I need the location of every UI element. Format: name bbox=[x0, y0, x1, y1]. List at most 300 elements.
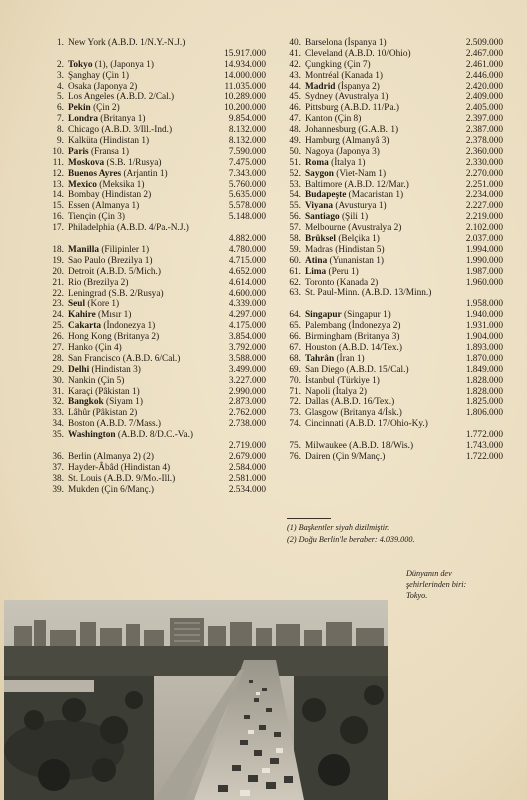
city-name: Cleveland bbox=[305, 48, 343, 59]
city-population: 8.132.000 bbox=[228, 136, 266, 147]
city-rank: 37. bbox=[52, 462, 64, 473]
city-population: 2.467.000 bbox=[465, 48, 503, 59]
city-name: Palembang bbox=[305, 321, 347, 332]
city-country: (Britanya 1) bbox=[100, 114, 146, 125]
city-name: Bombay bbox=[68, 190, 100, 201]
city-population: 10.200.000 bbox=[224, 103, 266, 114]
city-rank: 66. bbox=[289, 332, 301, 343]
city-population: 11.035.000 bbox=[224, 81, 266, 92]
city-country: (A.B.D. 7/Mass.) bbox=[96, 419, 161, 430]
city-row bbox=[44, 310, 266, 321]
city-row bbox=[281, 332, 503, 343]
city-rank: 1. bbox=[57, 38, 64, 48]
city-name: Cincinnati bbox=[305, 419, 344, 430]
city-row bbox=[281, 212, 503, 223]
city-name: Mexico bbox=[68, 179, 97, 190]
city-rank: 35. bbox=[52, 430, 64, 441]
city-row bbox=[44, 114, 266, 125]
city-population: 2.330.000 bbox=[465, 157, 503, 168]
city-name: Viyana bbox=[305, 201, 334, 212]
city-country: (İtalya 2) bbox=[332, 386, 367, 397]
city-rank: 73. bbox=[289, 408, 301, 419]
city-rank: 18. bbox=[52, 244, 64, 255]
city-row bbox=[281, 376, 503, 387]
city-row bbox=[281, 354, 503, 365]
city-name: Glasgow bbox=[305, 408, 339, 419]
city-name: Houston bbox=[305, 342, 337, 353]
city-row bbox=[281, 234, 503, 245]
city-name: Milwaukee bbox=[305, 440, 347, 451]
city-country: (Çin 8) bbox=[334, 114, 362, 125]
city-rank: 59. bbox=[289, 244, 301, 255]
city-rank: 25. bbox=[52, 321, 64, 332]
city-country: (Çin 5) bbox=[97, 375, 125, 386]
city-country: (A.B.D. 13/Minn.) bbox=[361, 288, 432, 299]
city-country: (İndonezya 1) bbox=[103, 321, 156, 332]
city-row bbox=[44, 147, 266, 158]
caption-line: Dünyanın dev bbox=[406, 569, 452, 578]
city-country: (Çin 1) bbox=[102, 70, 129, 81]
city-rank: 20. bbox=[52, 266, 64, 277]
city-population: 1.806.000 bbox=[465, 408, 503, 419]
city-name: Çungking bbox=[305, 59, 342, 70]
city-name: Dairen bbox=[305, 451, 331, 462]
city-name: Lâhûr bbox=[68, 408, 91, 419]
city-rank: 17. bbox=[52, 223, 64, 234]
city-row bbox=[281, 397, 503, 408]
city-country: (A.B.D. 14/Tex.) bbox=[338, 342, 402, 353]
city-rank: 62. bbox=[289, 277, 301, 288]
city-row bbox=[44, 60, 266, 71]
city-row bbox=[281, 256, 503, 267]
city-row bbox=[44, 408, 266, 419]
city-population: 2.990.000 bbox=[228, 386, 266, 397]
city-population: 2.581.000 bbox=[228, 473, 266, 484]
city-rank: 26. bbox=[52, 332, 64, 343]
city-rank: 56. bbox=[289, 212, 301, 223]
city-population: 4.175.000 bbox=[228, 321, 266, 332]
city-name: New York bbox=[68, 38, 106, 48]
city-country: (Brezilya 1) bbox=[107, 255, 153, 266]
city-name: Nankin bbox=[68, 375, 96, 386]
city-population: 2.509.000 bbox=[465, 38, 503, 48]
city-name: Melbourne bbox=[305, 223, 346, 234]
city-name: Tokyo bbox=[68, 59, 93, 70]
city-name: San Diego bbox=[305, 364, 344, 375]
city-row bbox=[281, 267, 503, 278]
city-country: (İspanya 1) bbox=[344, 38, 387, 48]
city-name: Essen bbox=[68, 201, 90, 212]
city-population: 2.234.000 bbox=[465, 190, 503, 201]
city-country: (A.B.D. 9/Mo.-Ill.) bbox=[103, 473, 176, 484]
city-row bbox=[281, 441, 503, 452]
city-country: (Çin 3) bbox=[98, 212, 126, 223]
city-population: 1.940.000 bbox=[465, 310, 503, 321]
city-population: 1.825.000 bbox=[465, 397, 503, 408]
city-country: (Avusturya 1) bbox=[335, 201, 387, 212]
city-name: Dallas bbox=[305, 397, 329, 408]
city-country: (Belçika 1) bbox=[338, 234, 380, 245]
city-country: (Japonya 2) bbox=[93, 81, 138, 92]
city-rank: 6. bbox=[57, 103, 64, 114]
city-name: Berlin bbox=[68, 451, 92, 462]
city-rank: 27. bbox=[52, 342, 64, 353]
city-row bbox=[44, 463, 266, 474]
city-country: (A.B.D. 16/Tex.) bbox=[331, 397, 395, 408]
city-name: Madrid bbox=[305, 81, 336, 92]
city-row bbox=[281, 82, 503, 93]
city-country: (Yunanistan 1) bbox=[329, 255, 385, 266]
city-population: 1.990.000 bbox=[465, 255, 503, 266]
city-rank: 7. bbox=[57, 114, 64, 125]
city-rank: 63. bbox=[289, 288, 301, 299]
city-name: Buenos Ayres bbox=[68, 168, 122, 179]
city-rank: 42. bbox=[289, 59, 301, 70]
city-name: Şanghay bbox=[68, 70, 101, 81]
city-rank: 11. bbox=[52, 157, 64, 168]
city-row bbox=[281, 169, 503, 180]
city-row bbox=[281, 136, 503, 147]
city-name: Lima bbox=[305, 266, 327, 277]
city-name: Bangkok bbox=[68, 397, 104, 408]
city-name: Kalküta bbox=[68, 136, 98, 147]
city-population: 2.738.000 bbox=[228, 419, 266, 430]
city-row bbox=[44, 299, 266, 310]
city-population: 3.792.000 bbox=[228, 342, 266, 353]
city-rank: 75. bbox=[289, 440, 301, 451]
city-name: Saygon bbox=[305, 168, 334, 179]
city-rank: 21. bbox=[52, 277, 64, 288]
city-name: Toronto bbox=[305, 277, 335, 288]
city-population: 4.780.000 bbox=[228, 244, 266, 255]
city-population: 2.037.000 bbox=[465, 234, 503, 245]
city-row bbox=[281, 288, 503, 310]
city-row bbox=[44, 190, 266, 201]
city-population: 3.227.000 bbox=[228, 375, 266, 386]
city-name: Barselona bbox=[305, 38, 343, 48]
city-name: Sao Paulo bbox=[68, 255, 106, 266]
city-row bbox=[281, 92, 503, 103]
city-rank: 24. bbox=[52, 310, 64, 321]
city-rank: 5. bbox=[57, 92, 64, 103]
footnote-capitals: (1) Başkentler siyah dizilmiştir. bbox=[287, 523, 390, 532]
city-country: (A.B.D. 15/Cal.) bbox=[346, 364, 409, 375]
city-population: 14.934.000 bbox=[224, 59, 266, 70]
city-population: 3.588.000 bbox=[228, 353, 266, 364]
caption-line: Tokyo. bbox=[406, 591, 428, 600]
city-country: (Avustralya 2) bbox=[348, 223, 402, 234]
city-name: Detroit bbox=[68, 266, 95, 277]
city-name: Hayder-Âbâd bbox=[68, 462, 119, 473]
city-name: Budapeşte bbox=[305, 190, 347, 201]
city-name: Moskova bbox=[68, 157, 105, 168]
city-row bbox=[44, 397, 266, 408]
city-name: Seul bbox=[68, 299, 86, 310]
city-rank: 64. bbox=[289, 310, 301, 321]
city-row bbox=[281, 365, 503, 376]
city-row bbox=[281, 147, 503, 158]
city-country: (Almanyâ 3) bbox=[342, 136, 390, 147]
city-row bbox=[44, 289, 266, 300]
city-population: 8.132.000 bbox=[228, 125, 266, 136]
city-row bbox=[281, 452, 503, 463]
city-row bbox=[281, 60, 503, 71]
city-country: (Çin 7) bbox=[344, 59, 371, 70]
city-name: Hanko bbox=[68, 342, 93, 353]
city-rank: 15. bbox=[52, 201, 64, 212]
city-rank: 34. bbox=[52, 419, 64, 430]
city-rank: 31. bbox=[52, 386, 64, 397]
city-row bbox=[44, 387, 266, 398]
photo-caption bbox=[406, 568, 506, 601]
city-row bbox=[44, 474, 266, 485]
city-country: (Peru 1) bbox=[328, 266, 359, 277]
city-country: (Siyam 1) bbox=[106, 397, 143, 408]
city-country: (A.B.D. 6/Cal.) bbox=[122, 353, 181, 364]
city-rank: 72. bbox=[289, 397, 301, 408]
city-country: (Hindistan 1) bbox=[99, 136, 150, 147]
city-name: Brüksel bbox=[305, 234, 336, 245]
city-name: Sydney bbox=[305, 92, 333, 103]
city-country: (Kore 1) bbox=[87, 299, 120, 310]
city-country: (Türkiye 1) bbox=[337, 375, 380, 386]
city-rank: 53. bbox=[289, 179, 301, 190]
city-country: (Şili 1) bbox=[341, 212, 369, 223]
city-population: 2.270.000 bbox=[465, 168, 503, 179]
city-row bbox=[44, 245, 266, 256]
city-country: (Kanada 2) bbox=[336, 277, 379, 288]
city-row bbox=[281, 387, 503, 398]
city-rank: 45. bbox=[289, 92, 301, 103]
city-row bbox=[281, 158, 503, 169]
city-row bbox=[44, 38, 266, 60]
city-name: San Francisco bbox=[68, 353, 121, 364]
city-name: Hamburg bbox=[305, 136, 340, 147]
city-row bbox=[281, 245, 503, 256]
city-population: 4.882.000 bbox=[228, 234, 266, 245]
tokyo-photo bbox=[4, 600, 388, 800]
city-row bbox=[44, 71, 266, 82]
city-population: 2.762.000 bbox=[228, 408, 266, 419]
city-row bbox=[44, 332, 266, 343]
city-population: 15.917.000 bbox=[224, 48, 266, 59]
city-country: (Hindistan 5) bbox=[335, 244, 385, 255]
city-population: 5.635.000 bbox=[228, 190, 266, 201]
city-rank: 38. bbox=[52, 473, 64, 484]
city-population: 7.343.000 bbox=[228, 168, 266, 179]
city-country: (Kanada 1) bbox=[341, 70, 383, 81]
city-rank: 4. bbox=[57, 81, 64, 92]
city-country: (Filipinler 1) bbox=[101, 244, 150, 255]
city-row bbox=[44, 321, 266, 332]
city-population: 1.772.000 bbox=[465, 430, 503, 441]
city-rank: 46. bbox=[289, 103, 301, 114]
city-row bbox=[44, 376, 266, 387]
city-rank: 2. bbox=[57, 59, 64, 70]
city-population: 2.102.000 bbox=[465, 223, 503, 234]
tokyo-aerial-image bbox=[4, 600, 388, 800]
city-population: 1.870.000 bbox=[465, 353, 503, 364]
city-name: Los Angeles bbox=[68, 92, 115, 103]
city-population: 1.960.000 bbox=[465, 277, 503, 288]
city-row bbox=[281, 71, 503, 82]
city-name: Londra bbox=[68, 114, 98, 125]
city-name: Tahrân bbox=[305, 353, 335, 364]
city-rank: 69. bbox=[289, 364, 301, 375]
city-country: (Arjantin 1) bbox=[123, 168, 168, 179]
caption-line: şehirlerinden biri: bbox=[406, 580, 467, 589]
city-population: 5.760.000 bbox=[228, 179, 266, 190]
city-country: (A.B.D. 2/Cal.) bbox=[116, 92, 175, 103]
city-rank: 47. bbox=[289, 114, 301, 125]
city-population: 1.722.000 bbox=[465, 451, 503, 462]
city-row bbox=[281, 310, 503, 321]
city-row bbox=[44, 278, 266, 289]
city-row bbox=[281, 419, 503, 441]
city-rank: 68. bbox=[289, 353, 301, 364]
city-population: 2.378.000 bbox=[465, 136, 503, 147]
city-row bbox=[44, 212, 266, 223]
city-country: (Britanya 4/İsk.) bbox=[340, 408, 402, 419]
city-row bbox=[281, 223, 503, 234]
city-country: (Singapur 1) bbox=[344, 310, 391, 321]
city-rank: 13. bbox=[52, 179, 64, 190]
city-rank: 43. bbox=[289, 70, 301, 81]
city-rank: 58. bbox=[289, 234, 301, 245]
city-row bbox=[44, 82, 266, 93]
city-rank: 55. bbox=[289, 201, 301, 212]
city-name: Philadelphia bbox=[68, 223, 115, 234]
city-rank: 67. bbox=[289, 342, 301, 353]
city-population: 2.873.000 bbox=[228, 397, 266, 408]
city-country: (Avustralya 1) bbox=[335, 92, 389, 103]
city-row bbox=[44, 103, 266, 114]
city-rank: 41. bbox=[289, 48, 301, 59]
city-rank: 51. bbox=[289, 157, 301, 168]
city-name: Leningrad bbox=[68, 288, 107, 299]
city-population: 2.461.000 bbox=[465, 59, 503, 70]
city-country: (Hindistan 2) bbox=[101, 190, 152, 201]
city-row bbox=[44, 430, 266, 452]
city-country: (A.B.D. 1/N.Y.-N.J.) bbox=[108, 38, 186, 48]
city-country: (Hindistan 4) bbox=[120, 462, 171, 473]
city-population: 3.499.000 bbox=[228, 364, 266, 375]
city-name: Napoli bbox=[305, 386, 331, 397]
city-name: Johannesburg bbox=[305, 125, 356, 136]
city-row bbox=[44, 201, 266, 212]
city-population: 2.409.000 bbox=[465, 92, 503, 103]
city-name: Boston bbox=[68, 419, 95, 430]
city-name: Manilla bbox=[68, 244, 99, 255]
city-population: 2.397.000 bbox=[465, 114, 503, 125]
city-population: 2.360.000 bbox=[465, 146, 503, 157]
city-name: Delhi bbox=[68, 364, 90, 375]
city-country: (S.B. 2/Rusya) bbox=[108, 288, 164, 299]
city-population: 9.854.000 bbox=[228, 114, 266, 125]
city-row bbox=[44, 485, 266, 496]
city-population: 1.849.000 bbox=[465, 364, 503, 375]
city-name: Karaçi bbox=[68, 386, 93, 397]
city-name: Atina bbox=[305, 255, 328, 266]
city-name: Santiago bbox=[305, 212, 340, 223]
city-population: 1.893.000 bbox=[465, 342, 503, 353]
city-row bbox=[281, 190, 503, 201]
city-name: Kanton bbox=[305, 114, 333, 125]
city-population: 4.297.000 bbox=[228, 310, 266, 321]
city-row bbox=[44, 136, 266, 147]
city-population: 1.743.000 bbox=[465, 440, 503, 451]
city-rank: 33. bbox=[52, 408, 64, 419]
city-country: (Fransa 1) bbox=[90, 146, 129, 157]
city-country: (A.B.D. 8/D.C.-Va.) bbox=[117, 430, 194, 441]
city-population: 5.578.000 bbox=[228, 201, 266, 212]
city-name: Baltimore bbox=[305, 179, 343, 190]
city-rank: 57. bbox=[289, 223, 301, 234]
city-list-left-column bbox=[44, 38, 266, 495]
city-population: 2.534.000 bbox=[228, 484, 266, 495]
city-population: 2.405.000 bbox=[465, 103, 503, 114]
city-country: (İtalya 1) bbox=[331, 157, 366, 168]
city-country: (Almanya 2) (2) bbox=[93, 451, 154, 462]
city-rank: 8. bbox=[57, 125, 64, 136]
city-row bbox=[281, 38, 503, 49]
city-population: 10.289.000 bbox=[224, 92, 266, 103]
city-rank: 14. bbox=[52, 190, 64, 201]
city-population: 2.420.000 bbox=[465, 81, 503, 92]
city-country: (Çin 2) bbox=[93, 103, 120, 114]
city-rank: 10. bbox=[52, 146, 64, 157]
city-name: Washington bbox=[68, 430, 116, 441]
city-country: (Çin 6/Manç.) bbox=[101, 484, 154, 495]
city-name: St. Paul-Minn. bbox=[305, 288, 360, 299]
city-country: (Almanya 1) bbox=[92, 201, 140, 212]
city-rank: 30. bbox=[52, 375, 64, 386]
city-population: 2.719.000 bbox=[228, 440, 266, 451]
city-rank: 19. bbox=[52, 255, 64, 266]
city-rank: 22. bbox=[52, 288, 64, 299]
city-row bbox=[44, 125, 266, 136]
footnote-rule bbox=[287, 518, 331, 519]
city-country: (S.B. 1/Rusya) bbox=[106, 157, 162, 168]
city-country: (A.B.D. 12/Mar.) bbox=[344, 179, 409, 190]
city-name: Nagoya bbox=[305, 146, 334, 157]
city-population: 3.854.000 bbox=[228, 332, 266, 343]
city-population: 1.987.000 bbox=[465, 266, 503, 277]
city-row bbox=[281, 278, 503, 289]
city-country: (İspanya 2) bbox=[337, 81, 380, 92]
city-country: (Macaristan 1) bbox=[348, 190, 404, 201]
city-rank: 76. bbox=[289, 451, 301, 462]
city-population: 2.679.000 bbox=[228, 451, 266, 462]
city-row bbox=[44, 343, 266, 354]
city-row bbox=[281, 321, 503, 332]
city-rank: 16. bbox=[52, 212, 64, 223]
city-row bbox=[44, 365, 266, 376]
city-row bbox=[44, 354, 266, 365]
city-rank: 12. bbox=[52, 168, 64, 179]
city-rank: 44. bbox=[289, 81, 301, 92]
city-rank: 36. bbox=[52, 451, 64, 462]
city-country: (A.B.D. 5/Mich.) bbox=[96, 266, 161, 277]
footnote-berlin: (2) Doğu Berlin'le beraber: 4.039.000. bbox=[287, 534, 415, 544]
city-country: (A.B.D. 4/Pa.-N.J.) bbox=[116, 223, 189, 234]
city-rank: 48. bbox=[289, 125, 301, 136]
city-name: Kahire bbox=[68, 310, 96, 321]
city-country: (A.B.D. 18/Wis.) bbox=[349, 440, 414, 451]
city-country: (1), (Japonya 1) bbox=[94, 59, 154, 70]
city-population: 2.251.000 bbox=[465, 179, 503, 190]
city-name: St. Louis bbox=[68, 473, 102, 484]
